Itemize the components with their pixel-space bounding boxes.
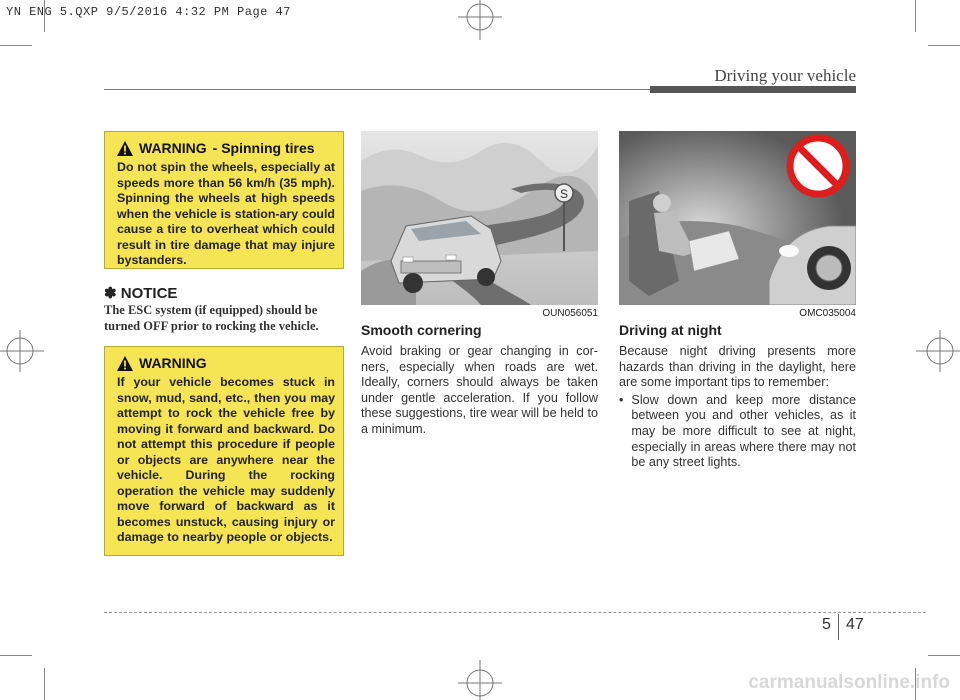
warning-header	[117, 140, 335, 156]
page-number-separator	[838, 614, 839, 640]
svg-text:S: S	[560, 187, 569, 201]
notice-title-text: NOTICE	[120, 285, 178, 302]
cornering-illustration	[361, 131, 598, 305]
warning-spinning-tires-box	[104, 131, 344, 269]
warning-triangle-icon	[117, 356, 133, 371]
figure-code-cornering: OUN056051	[542, 308, 598, 319]
section-title: Driving your vehicle	[714, 66, 856, 85]
bullet-dot: •	[619, 392, 624, 407]
notice-title	[104, 284, 344, 302]
warning-label: WARNING	[139, 140, 207, 156]
smooth-cornering-title: Smooth cornering	[361, 322, 482, 338]
notice	[104, 284, 344, 334]
crop-mark	[44, 668, 45, 700]
driving-night-intro: Because night driving presents more hazards than driving in the daylight, here are some important tips to remember:	[619, 344, 856, 390]
list-item	[619, 393, 856, 471]
bullet-text: Slow down and keep more distance between you and other vehicles, as it may be more difficult to see at night, especially in areas where there may not be any street lights.	[631, 392, 856, 470]
figure-code-night: OMC035004	[799, 308, 856, 319]
registration-mark-right	[916, 326, 960, 376]
warning-sublabel: - Spinning tires	[212, 140, 315, 156]
print-header: YN ENG 5.QXP 9/5/2016 4:32 PM Page 47	[6, 5, 291, 19]
watermark: carmanualsonline.info	[748, 672, 950, 693]
header-bar	[650, 86, 856, 93]
crop-mark	[928, 45, 960, 46]
warning-stuck-vehicle-box	[104, 346, 344, 556]
footer-rule	[104, 612, 926, 613]
registration-mark-top	[450, 0, 510, 40]
crop-mark	[915, 0, 916, 32]
crop-mark	[928, 655, 960, 656]
warning-triangle-icon	[117, 141, 133, 156]
chapter-number: 5	[822, 616, 831, 633]
warning-body: Do not spin the wheels, especially at speeds more than 56 km/h (35 mph). Spinning the wheels at high speeds when the vehicle is station-ary could cause a tire to overheat which could result in tire damage that may injure bystanders.	[117, 160, 335, 267]
header-rule	[104, 89, 650, 90]
driving-night-title: Driving at night	[619, 322, 722, 338]
night-driving-illustration	[619, 131, 856, 305]
registration-mark-left	[0, 326, 44, 376]
smooth-cornering-body: Avoid braking or gear changing in cor-ners, especially when roads are wet. Ideally, corners should always be taken under gentle acceleration. If you follow these suggestions, tire wear will be held to a minimum.	[361, 344, 598, 436]
warning-body: If your vehicle becomes stuck in snow, mud, sand, etc., then you may attempt to rock the vehicle free by moving it forward and backward. Do not attempt this procedure if people or objects are anywhere near the vehicle. During the rocking operation the vehicle may suddenly move forward of backward as it becomes unstuck, causing injury or damage to nearby people or objects.	[117, 375, 335, 544]
page-number: 47	[846, 616, 864, 633]
crop-mark	[0, 655, 32, 656]
notice-body: The ESC system (if equipped) should be turned OFF prior to rocking the vehicle.	[104, 303, 319, 333]
crop-mark	[0, 45, 32, 46]
notice-star-icon: ✽	[104, 285, 117, 302]
warning-header	[117, 355, 335, 371]
warning-label: WARNING	[139, 355, 207, 371]
registration-mark-bottom	[450, 660, 510, 700]
smooth-cornering-section	[361, 322, 598, 438]
driving-night-section	[619, 322, 856, 471]
